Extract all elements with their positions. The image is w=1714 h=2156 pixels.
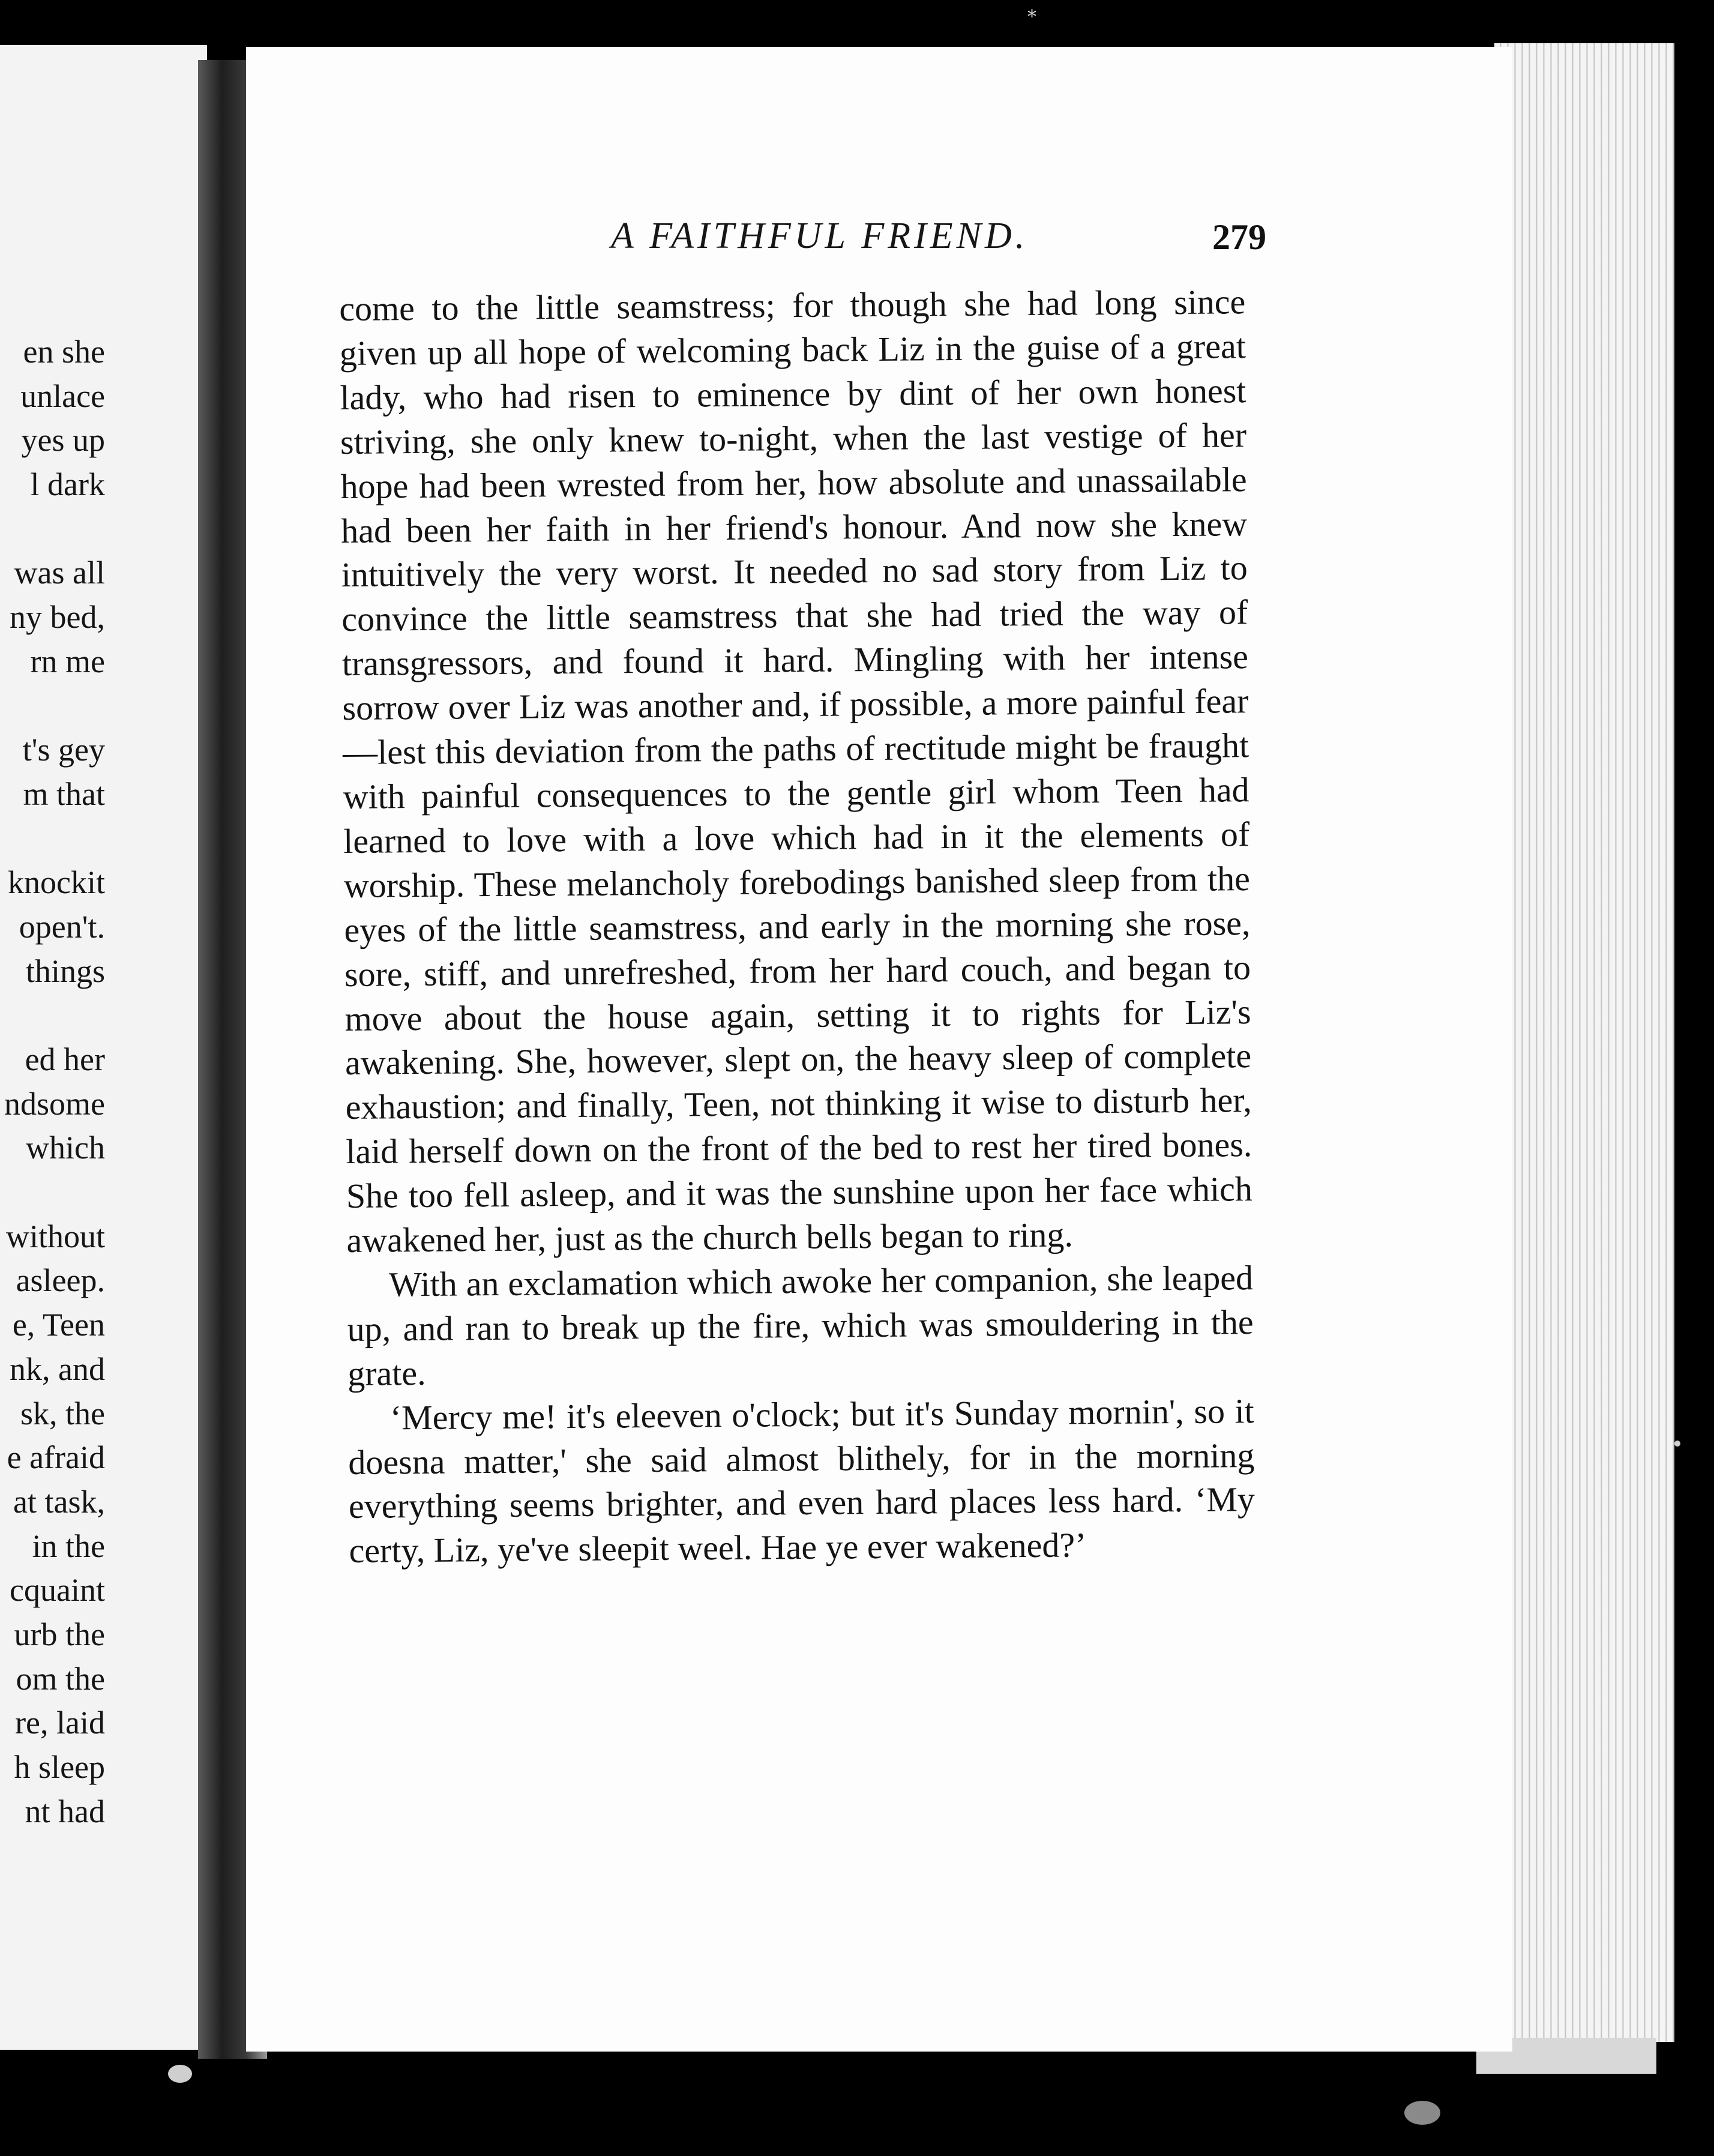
facing-page-line: m that <box>23 775 105 812</box>
facing-page-line: l dark <box>30 466 105 503</box>
paragraph-dialogue: ‘Mercy me! it's eleeven o'clock; but it's Sunday mornin', so it doesna matter,' she said almost blithely, for in the morning everything seems brighter, and even hard places less hard. ‘My certy, Liz, ye've sleepit weel. Hae ye ever wakened?’ <box>348 1391 1255 1571</box>
facing-page-line: e, Teen <box>12 1307 105 1343</box>
facing-page-line: nk, and <box>10 1351 105 1387</box>
facing-page-line: sk, the <box>20 1395 105 1432</box>
facing-page-line: yes up <box>21 422 105 459</box>
facing-page-line: knockit <box>8 864 105 901</box>
facing-page-line: things <box>25 953 105 989</box>
page-number: 279 <box>1212 217 1266 257</box>
running-title: A FAITHFUL FRIEND. <box>611 215 1029 256</box>
paragraph-continuation: come to the little seamstress; for though she had long since given up all hope of welcoming back Liz in the guise of a great lady, who had risen to eminence by dint of her own honest striving, she only knew to-night, when the last vestige of her hope had been wrested from her, how absolute and unassailable had been her faith in her friend's honour. And now she knew intuitively the very worst. It needed no sad story from Liz to convince the little seamstress that she had tried the way of transgressors, and found it hard. Mingling with her intense sorrow over Liz was another and, if possible, a more painful fear—lest this deviation from the paths of rectitude might be fraught with painful consequences to the gentle girl whom Teen had learned to love with a love which had in it the elements of worship. These melancholy forebodings banished sleep from the eyes of the little seamstress, and early in the morning she rose, sore, stiff, and unrefreshed, from her hard couch, and began to move about the house again, setting it to rights for Liz's awakening. She, however, slept on, the heavy sleep of complete exhaustion; and finally, Teen, not thinking it wise to disturb her, laid herself down on the front of the bed to rest her tired bones. She too fell asleep, and it was the sunshine upon her face which awakened her, just as the church bells began to ring. <box>339 282 1253 1260</box>
facing-page-line: ed her <box>25 1041 105 1077</box>
facing-page-line: h sleep <box>14 1749 105 1785</box>
facing-page-line: urb the <box>14 1616 105 1652</box>
page-edges <box>1494 43 1674 2042</box>
scan-speck <box>1674 1441 1680 1447</box>
facing-page-line: in the <box>32 1528 105 1564</box>
facing-page-gap <box>0 684 105 729</box>
facing-page-gap <box>0 507 105 552</box>
scan-speck <box>1404 2101 1440 2125</box>
facing-page-text-fragments <box>0 330 105 1834</box>
facing-page-line: re, laid <box>15 1705 105 1741</box>
facing-page-line: en she <box>23 334 105 370</box>
facing-page-gap <box>0 993 105 1038</box>
paragraph-exclamation: With an exclamation which awoke her companion, she leaped up, and ran to break up the fire, which was smouldering in the grate. <box>347 1258 1254 1393</box>
facing-page-line: at task, <box>13 1483 105 1520</box>
facing-page-line: unlace <box>20 378 105 414</box>
facing-page-line: open't. <box>19 908 105 945</box>
page-279 <box>246 47 1512 2052</box>
facing-page-line: ndsome <box>4 1085 105 1122</box>
facing-page-gap <box>0 1170 105 1215</box>
scan-mark: ⁎ <box>1027 1 1036 21</box>
body-text <box>339 280 1255 1573</box>
facing-page-line: om the <box>16 1660 105 1697</box>
facing-page-line: e afraid <box>7 1439 105 1476</box>
facing-page-line: cquaint <box>10 1572 105 1609</box>
facing-page-line: was all <box>14 555 105 591</box>
facing-page-line: t's gey <box>22 732 105 768</box>
scan-speck <box>168 2065 192 2083</box>
facing-page-line: asleep. <box>16 1262 105 1299</box>
facing-page-gap <box>0 817 105 861</box>
facing-page-line: rn me <box>30 643 105 679</box>
facing-page-line: nt had <box>25 1793 105 1829</box>
facing-page-left <box>0 45 207 2050</box>
facing-page-line: ny bed, <box>10 599 105 636</box>
facing-page-line: which <box>26 1130 105 1166</box>
facing-page-line: without <box>5 1218 105 1254</box>
